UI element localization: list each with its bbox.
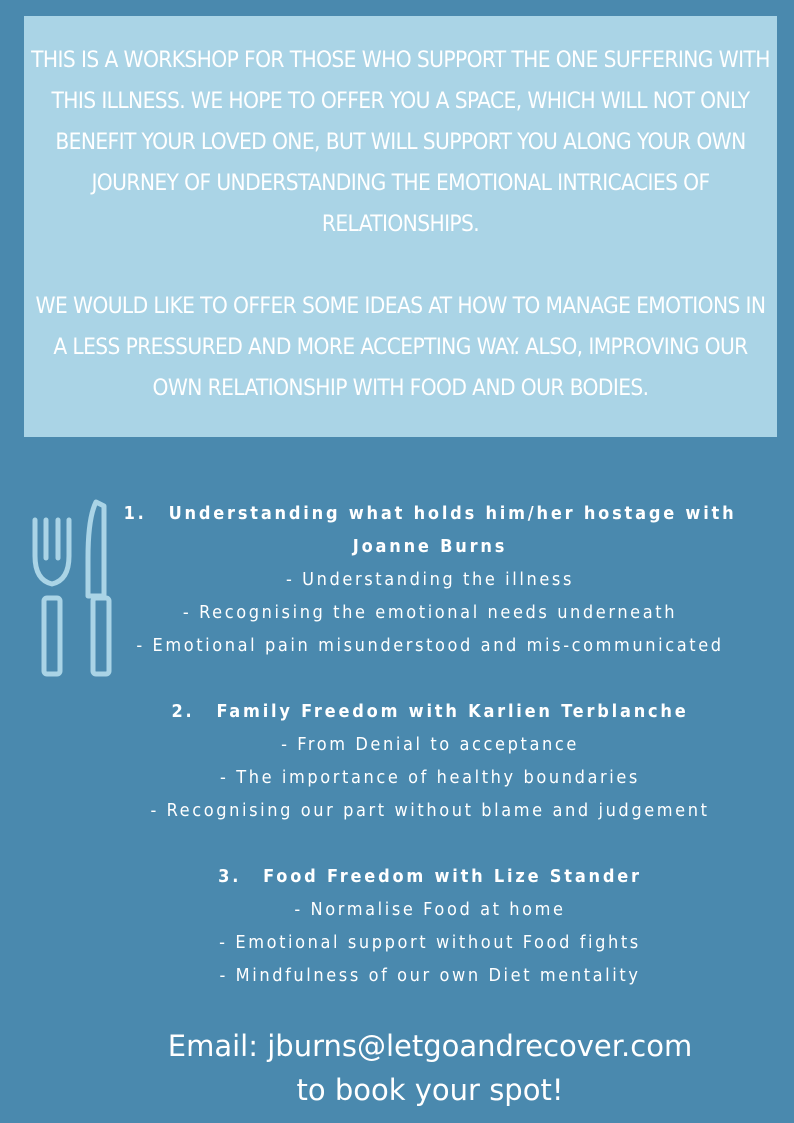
- session-point: - Recognising our part without blame and judgement: [150, 800, 710, 821]
- intro-paragraph-1: THIS IS A WORKSHOP FOR THOSE WHO SUPPORT THE ONE SUFFERING WITH THIS ILLNESS. WE HOPE TO OFFER YOU A SPACE, WHICH WILL NOT ONLY BENEFIT YOUR LOVED ONE, BUT WILL SUPPORT YOU ALONG YOUR OWN JOURNEY OF UNDERSTANDING THE EMOTIONAL INTRICACIES OF RELATIONSHIPS.: [31, 47, 770, 237]
- intro-box: [24, 16, 777, 437]
- session-point: - From Denial to acceptance: [281, 734, 579, 755]
- agenda: [115, 497, 745, 992]
- session-title-text: Understanding what holds him/her hostage with: [168, 503, 737, 524]
- session-point: - Recognising the emotional needs underneath: [182, 602, 678, 623]
- session-2: [115, 695, 745, 827]
- intro-paragraph-2: WE WOULD LIKE TO OFFER SOME IDEAS AT HOW TO MANAGE EMOTIONS IN A LESS PRESSURED AND MORE ACCEPTING WAY. ALSO, IMPROVING OUR OWN RELATIONSHIP WITH FOOD AND OUR BODIES.: [35, 293, 766, 401]
- session-title-text: Family Freedom with Karlien Terblanche: [216, 701, 689, 722]
- session-title: [115, 860, 745, 893]
- session-point: - Understanding the illness: [286, 569, 574, 590]
- session-point: - Emotional pain misunderstood and mis-communicated: [136, 635, 724, 656]
- email-line[interactable]: Email: jburns@letgoandrecover.com: [167, 1029, 693, 1063]
- fork-and-knife-icon: [30, 498, 116, 680]
- session-number: 1.: [123, 503, 147, 524]
- session-point: - Normalise Food at home: [294, 899, 566, 920]
- session-point: - Emotional support without Food fights: [219, 932, 641, 953]
- session-number: 3.: [218, 866, 242, 887]
- session-point: - The importance of healthy boundaries: [220, 767, 640, 788]
- session-number: 2.: [171, 701, 195, 722]
- session-title: [115, 695, 745, 728]
- contact-block: [80, 1024, 780, 1112]
- session-presenter: Joanne Burns: [352, 536, 508, 557]
- session-1: [115, 497, 745, 662]
- session-title: [115, 497, 745, 530]
- session-title-text: Food Freedom with Lize Stander: [263, 866, 642, 887]
- session-3: [115, 860, 745, 992]
- session-point: - Mindfulness of our own Diet mentality: [219, 965, 641, 986]
- booking-line: to book your spot!: [296, 1073, 564, 1107]
